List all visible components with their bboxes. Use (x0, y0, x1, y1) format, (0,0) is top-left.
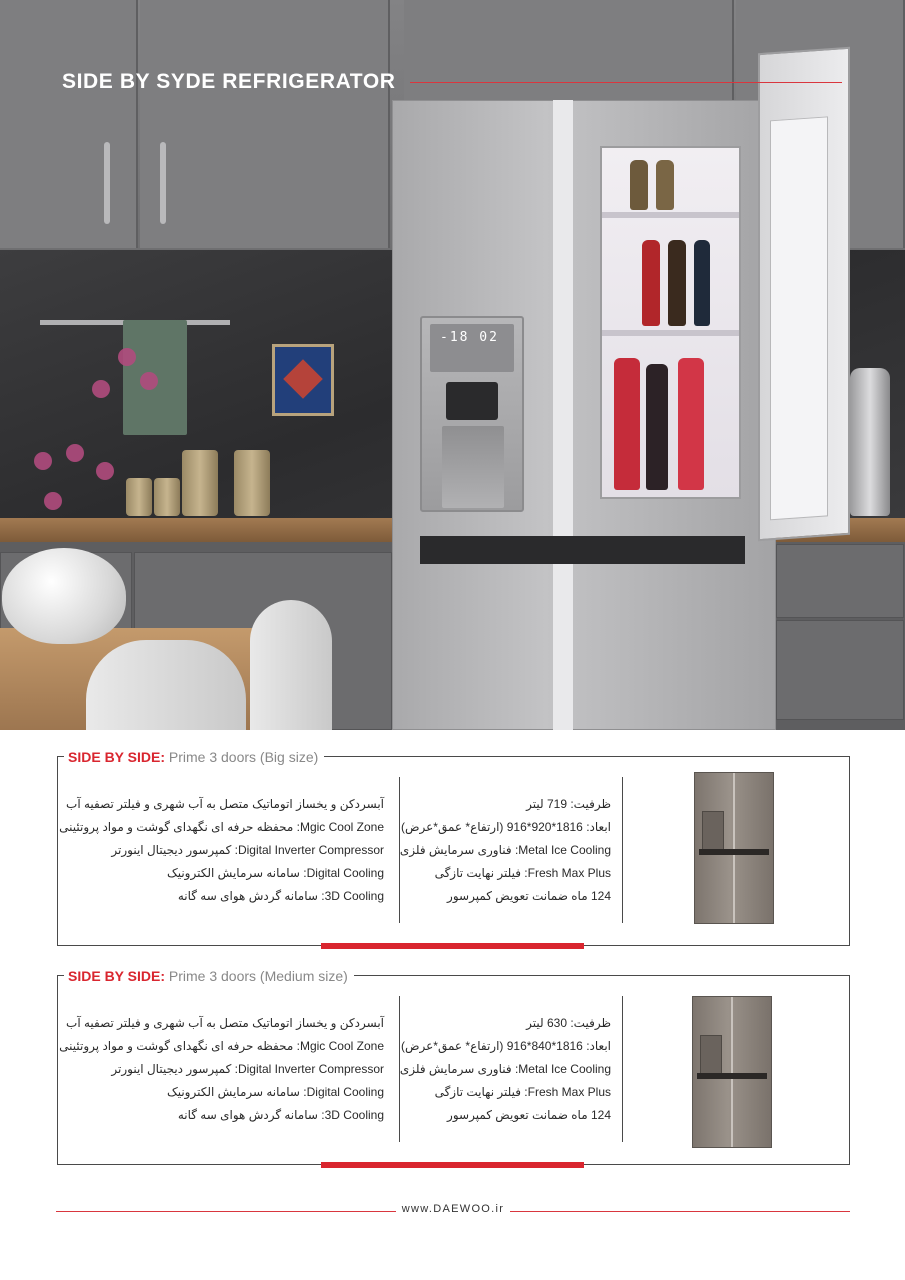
feature-item: آبسردکن و یخساز اتوماتیک متصل به آب شهری و فیلتر تصفیه آب (66, 1016, 384, 1030)
feature-item: 3D Cooling: سامانه گردش هوای سه گانه (177, 889, 384, 903)
product-card-medium (57, 968, 850, 1165)
spec-list (399, 1012, 611, 1127)
footer-website-link[interactable]: www.DAEWOO.ir (401, 1203, 505, 1215)
spec-list (399, 793, 611, 908)
spec-dimensions: ابعاد: 1816*920*916 (ارتفاع* عمق*عرض) (401, 820, 611, 834)
chair (86, 640, 246, 730)
card-heading-prefix: SIDE BY SIDE: (68, 968, 165, 984)
footer-rule-right (510, 1211, 850, 1212)
bottle (646, 364, 668, 490)
card-heading-model: Prime 3 doors (Medium size) (168, 968, 348, 984)
spec-warranty: 124 ماه ضمانت تعویض کمپرسور (447, 889, 611, 903)
dispenser-nook (442, 426, 504, 508)
column-divider (622, 996, 623, 1142)
refrigerator-handle-band (420, 536, 745, 564)
bottle (630, 160, 648, 210)
card-heading (64, 747, 324, 767)
drawer (776, 620, 904, 720)
column-divider (622, 777, 623, 923)
product-image-door-gap (731, 997, 733, 1147)
vase (2, 548, 126, 644)
bottle (678, 358, 704, 490)
feature-item: Digital Inverter Compressor: کمپرسور دیجیتال اینورتر (111, 1062, 384, 1076)
flower (34, 452, 52, 470)
bottle (656, 160, 674, 210)
product-image-band (697, 1073, 767, 1079)
shelf (602, 330, 739, 336)
flower (96, 462, 114, 480)
spec-item: Metal Ice Cooling: فناوری سرمایش فلزی (399, 1062, 611, 1076)
flower (140, 372, 158, 390)
flower (92, 380, 110, 398)
spec-item: Metal Ice Cooling: فناوری سرمایش فلزی (399, 843, 611, 857)
bottle (668, 240, 686, 326)
dispenser-panel (430, 324, 514, 372)
product-image-band (699, 849, 769, 855)
product-image (692, 996, 772, 1148)
blender (850, 368, 890, 516)
page-title: SIDE BY SYDE REFRIGERATOR (62, 70, 396, 93)
refrigerator-door-gap (553, 100, 573, 730)
card-accent-bar (321, 943, 584, 949)
feature-item: Digital Inverter Compressor: کمپرسور دیجیتال اینورتر (111, 843, 384, 857)
shelf (602, 212, 739, 218)
product-card-big (57, 749, 850, 946)
chair (250, 600, 332, 730)
feature-item: Digital Cooling: سامانه سرمایش الکترونیک (166, 866, 384, 880)
jar (154, 478, 180, 516)
cabinet-handle (160, 142, 166, 224)
door-in-door-window (600, 146, 741, 499)
product-image-dispenser (702, 811, 724, 851)
door-glass (770, 116, 828, 520)
water-dispenser (420, 316, 524, 512)
cabinet-handle (104, 142, 110, 224)
bottle (614, 358, 640, 490)
spec-item: Fresh Max Plus: فیلتر نهایت تازگی (434, 1085, 611, 1099)
jar (182, 450, 218, 516)
card-heading (64, 966, 354, 986)
card-accent-bar (321, 1162, 584, 1168)
open-refrigerator-door (758, 47, 850, 541)
feature-item: Mgic Cool Zone: محفظه حرفه ای نگهدای گوشت و مواد پروتئینی (59, 820, 384, 834)
product-image-door-gap (733, 773, 735, 923)
feature-item: آبسردکن و یخساز اتوماتیک متصل به آب شهری و فیلتر تصفیه آب (66, 797, 384, 811)
cabinet-door (0, 0, 138, 248)
footer-rule-left (56, 1211, 396, 1212)
ice-slot (446, 382, 498, 420)
feature-item: Mgic Cool Zone: محفظه حرفه ای نگهدای گوشت و مواد پروتئینی (59, 1039, 384, 1053)
drawer (776, 544, 904, 618)
decor-tile (272, 344, 334, 416)
flower (44, 492, 62, 510)
feature-list (59, 1012, 384, 1127)
spec-dimensions: ابعاد: 1816*840*916 (ارتفاع* عمق*عرض) (401, 1039, 611, 1053)
spec-warranty: 124 ماه ضمانت تعویض کمپرسور (447, 1108, 611, 1122)
spec-capacity: ظرفیت: 719 لیتر (526, 797, 611, 811)
spec-capacity: ظرفیت: 630 لیتر (526, 1016, 611, 1030)
dispenser-readout: -18 02 (440, 330, 499, 345)
bottle (642, 240, 660, 326)
feature-list (59, 793, 384, 908)
flower (118, 348, 136, 366)
card-heading-model: Prime 3 doors (Big size) (168, 749, 319, 765)
feature-item: Digital Cooling: سامانه سرمایش الکترونیک (166, 1085, 384, 1099)
title-rule (410, 82, 842, 83)
jar (126, 478, 152, 516)
jar (234, 450, 270, 516)
spec-item: Fresh Max Plus: فیلتر نهایت تازگی (434, 866, 611, 880)
flower (66, 444, 84, 462)
feature-item: 3D Cooling: سامانه گردش هوای سه گانه (177, 1108, 384, 1122)
cabinet-door (140, 0, 390, 248)
card-heading-prefix: SIDE BY SIDE: (68, 749, 165, 765)
bottle (694, 240, 710, 326)
product-image (694, 772, 774, 924)
product-image-dispenser (700, 1035, 722, 1075)
